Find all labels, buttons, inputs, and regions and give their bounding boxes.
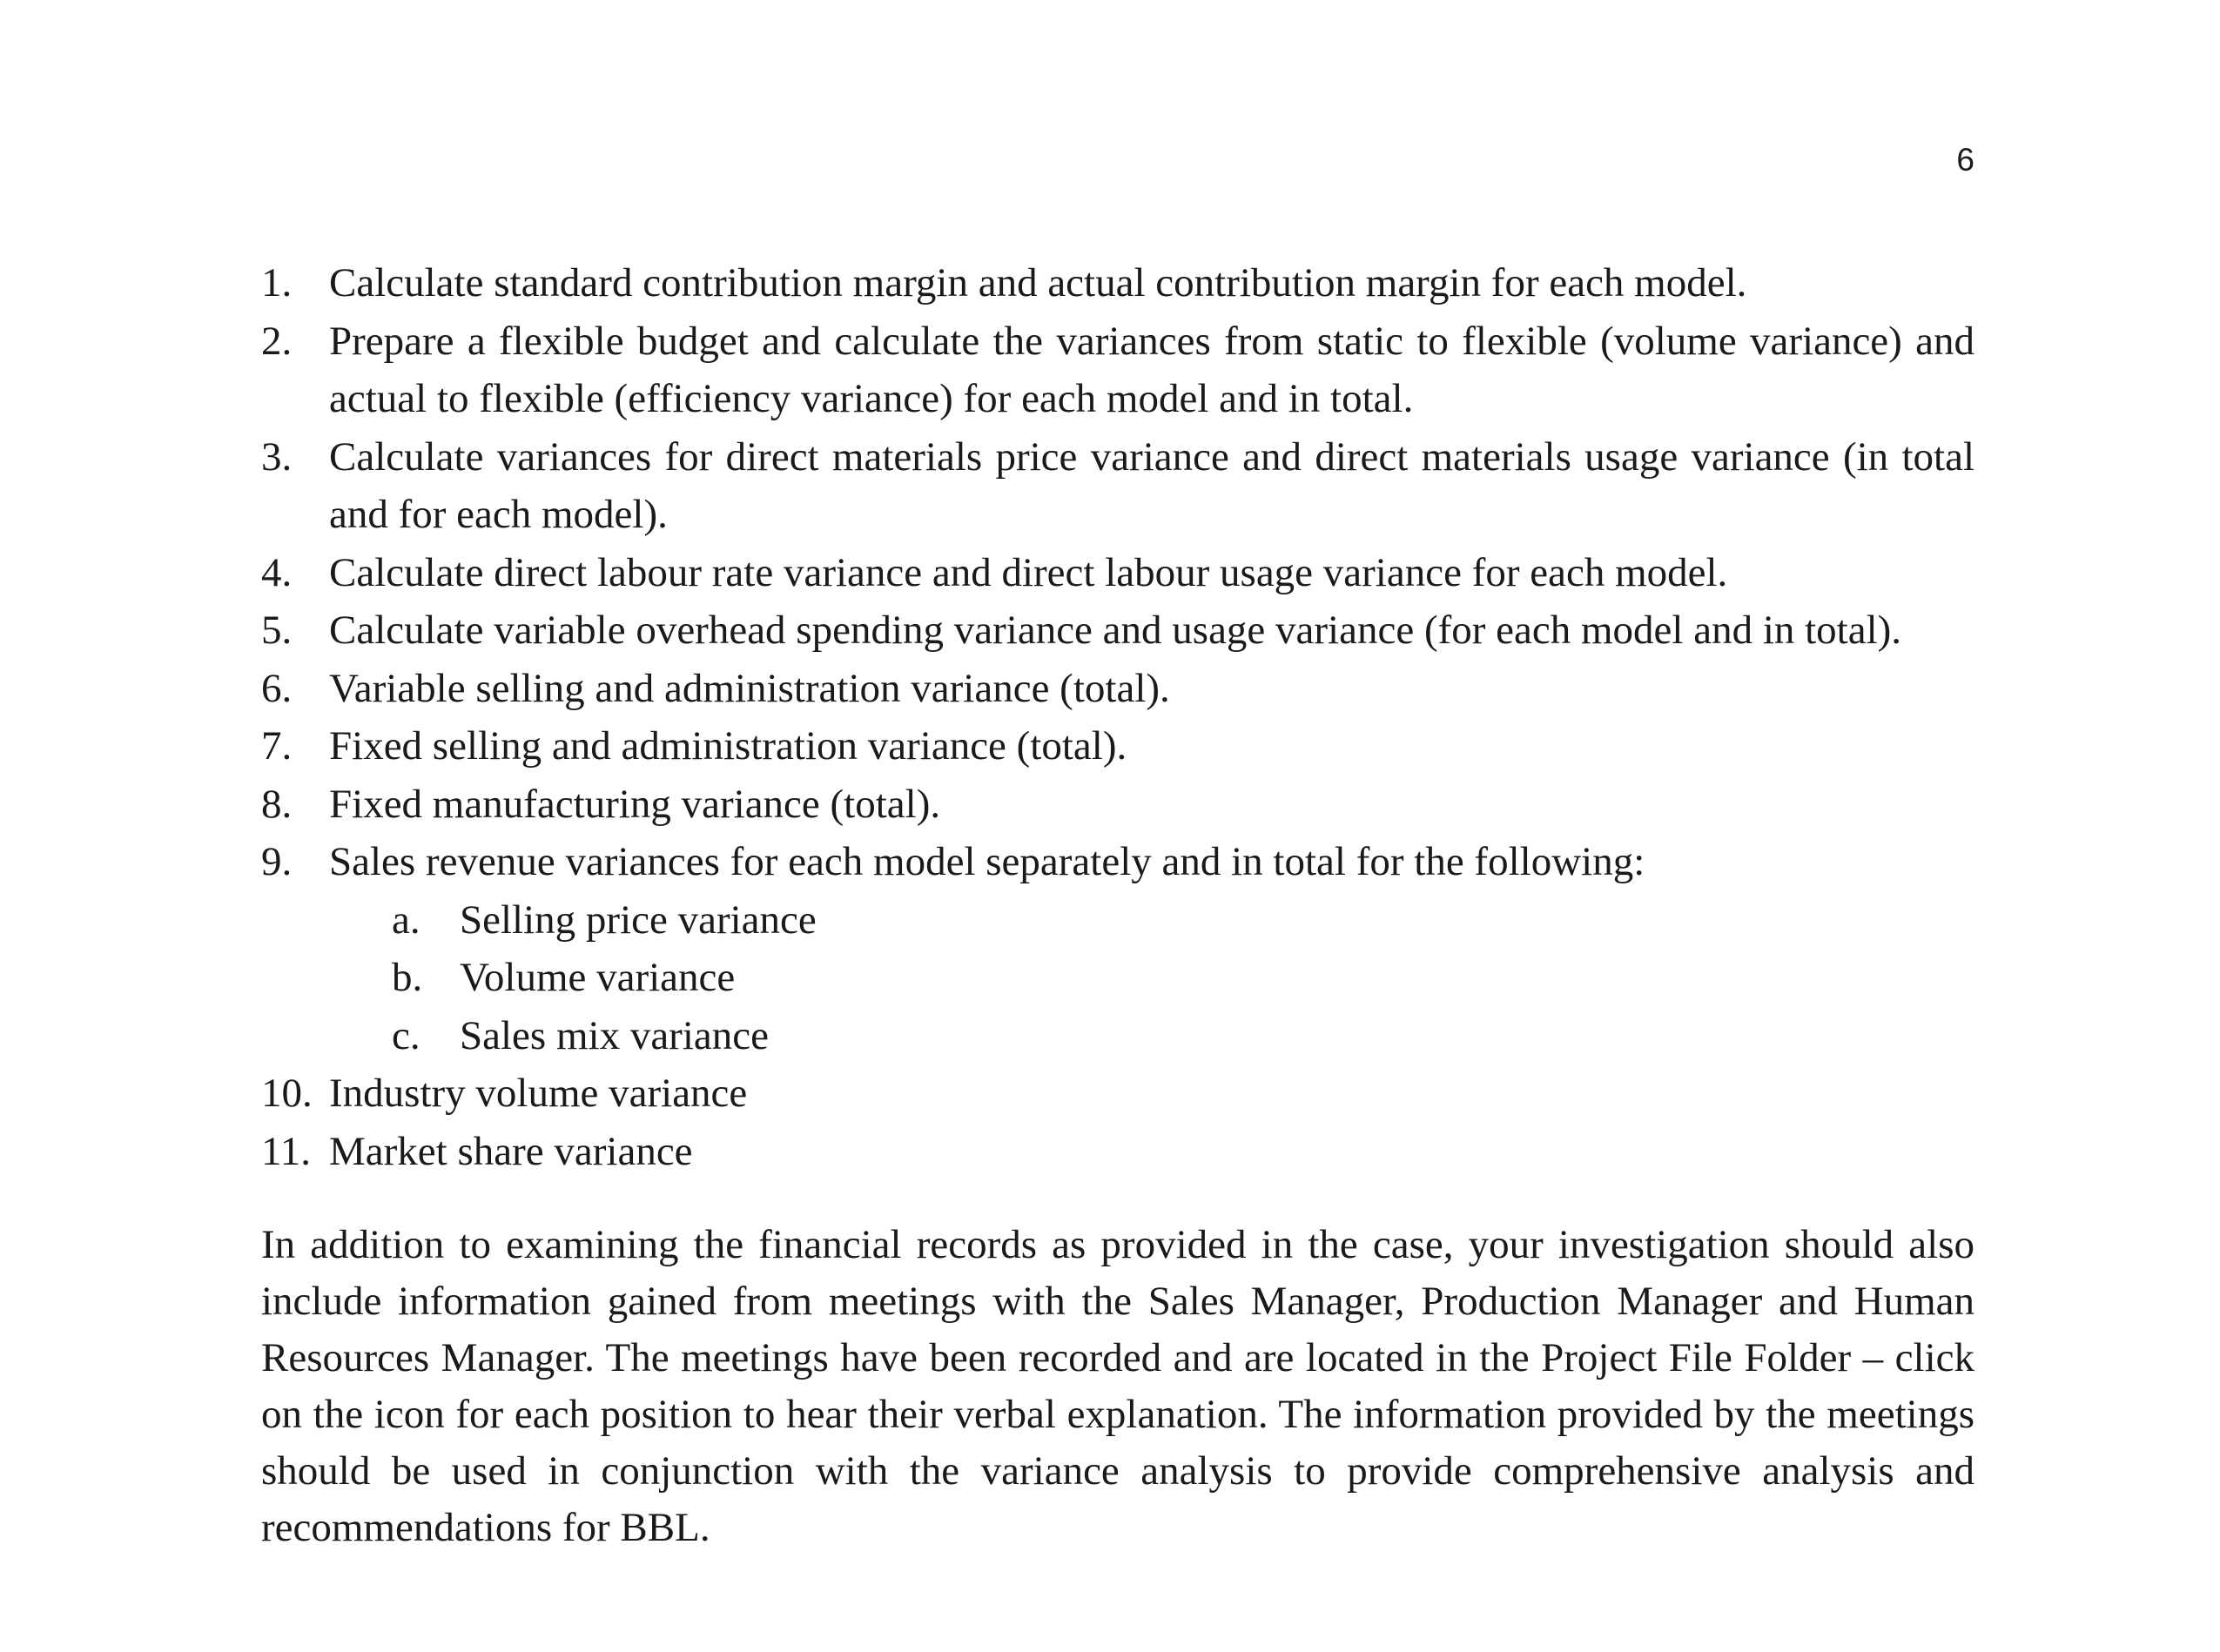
list-item-text: Calculate direct labour rate variance and direct labour usage variance for each model.: [329, 549, 1728, 595]
list-item: [261, 428, 1974, 544]
sub-list-item: [392, 1007, 1974, 1065]
list-item-number: 7.: [261, 723, 293, 769]
list-item-text: Calculate standard contribution margin and actual contribution margin for each model.: [329, 260, 1747, 306]
sub-list-item-text: Sales mix variance: [460, 1012, 769, 1058]
list-item-number: 5.: [261, 608, 293, 653]
list-item-text: Prepare a flexible budget and calculate the variances from static to flexible (volume variance) and actual to flexible (efficiency variance) for each model and in total.: [329, 318, 1974, 421]
list-item: [261, 1123, 1974, 1181]
list-item: [261, 254, 1974, 312]
list-item-text: Fixed selling and administration variance (total).: [329, 723, 1127, 769]
task-list-continued: [261, 1064, 1974, 1180]
list-item-text: Industry volume variance: [329, 1071, 748, 1116]
sub-list-item-letter: a.: [392, 897, 420, 943]
list-item-number: 11.: [261, 1128, 312, 1174]
sub-list-item-letter: b.: [392, 955, 423, 1000]
list-item: [261, 833, 1974, 891]
list-item: [261, 1064, 1974, 1123]
list-item: [261, 776, 1974, 834]
list-item-number: 2.: [261, 318, 293, 364]
list-item-number: 8.: [261, 781, 293, 827]
sub-list-item: [392, 949, 1974, 1007]
sub-list-item-text: Volume variance: [460, 955, 736, 1000]
list-item-text: Market share variance: [329, 1128, 693, 1174]
sub-list-item-letter: c.: [392, 1012, 420, 1058]
list-item-text: Calculate variable overhead spending variance and usage variance (for each model and in total).: [329, 608, 1902, 653]
page-number: 6: [1956, 142, 1974, 178]
task-list: [261, 254, 1974, 891]
list-item: [261, 717, 1974, 776]
list-item: [261, 312, 1974, 428]
list-item-number: 6.: [261, 665, 293, 711]
list-item-number: 9.: [261, 839, 293, 884]
list-item-number: 1.: [261, 260, 293, 306]
sub-list-item: [392, 891, 1974, 950]
sub-list: [261, 891, 1974, 1065]
list-item-number: 3.: [261, 433, 293, 480]
list-item: [261, 660, 1974, 718]
document-body: [261, 254, 1974, 1556]
list-item-text: Sales revenue variances for each model separately and in total for the following:: [329, 839, 1645, 884]
list-item: [261, 601, 1974, 660]
list-item-number: 4.: [261, 549, 293, 595]
list-item-text: Variable selling and administration variance (total).: [329, 665, 1170, 711]
body-paragraph: In addition to examining the financial records as provided in the case, your investigation should also include information gained from meetings with the Sales Manager, Production Manager and Human Resources Manager. The meetings have been recorded and are located in the Project File Folder – click on the icon for each position to hear their verbal explanation. The information provided by the meetings should be used in conjunction with the variance analysis to provide comprehensive analysis and recommendations for BBL.: [261, 1222, 1974, 1550]
list-item: [261, 544, 1974, 602]
list-item-text: Calculate variances for direct materials price variance and direct materials usage variance (in total and for each model).: [329, 433, 1974, 537]
list-item-number: 10.: [261, 1071, 313, 1116]
sub-list-item-text: Selling price variance: [460, 897, 817, 943]
list-item-text: Fixed manufacturing variance (total).: [329, 781, 941, 827]
